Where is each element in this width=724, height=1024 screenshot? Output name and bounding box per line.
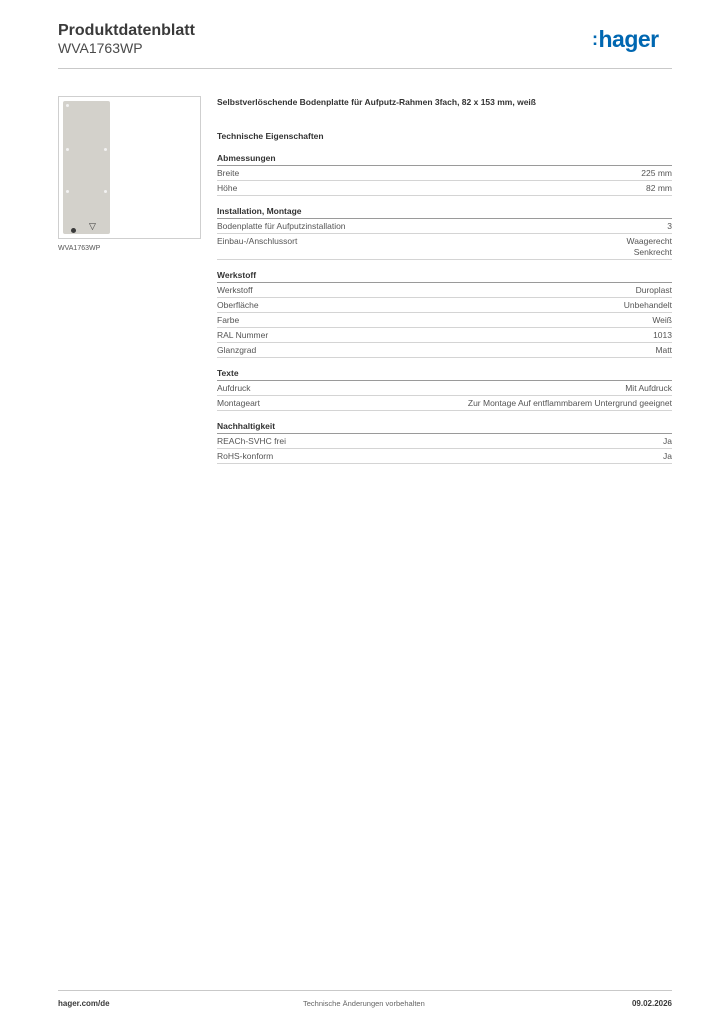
spec-value	[468, 398, 672, 409]
spec-row	[217, 234, 672, 260]
mounting-hole-icon	[104, 148, 107, 151]
spec-value-line: 225 mm	[641, 168, 672, 178]
product-image-frame	[58, 96, 201, 239]
spec-row	[217, 449, 672, 464]
hager-logo	[592, 28, 659, 51]
spec-value-line: Matt	[655, 345, 672, 355]
spec-label: Oberfläche	[217, 300, 259, 310]
mounting-hole-icon	[66, 104, 69, 107]
spec-row	[217, 166, 672, 181]
spec-row	[217, 313, 672, 328]
spec-label: REACh-SVHC frei	[217, 436, 286, 446]
spec-section	[217, 153, 672, 196]
spec-row	[217, 328, 672, 343]
spec-value-line: Unbehandelt	[623, 300, 672, 310]
spec-value	[646, 183, 672, 194]
spec-value	[626, 236, 672, 258]
spec-section	[217, 421, 672, 464]
spec-value	[655, 345, 672, 356]
spec-value	[663, 436, 672, 447]
spec-row	[217, 434, 672, 449]
spec-label: Einbau-/Anschlussort	[217, 236, 298, 246]
product-description: Selbstverlöschende Bodenplatte für Aufputz-Rahmen 3fach, 82 x 153 mm, weiß	[217, 97, 536, 107]
spec-value	[653, 330, 672, 341]
spec-value-line: Mit Aufdruck	[625, 383, 672, 393]
spec-value-line: Senkrecht	[633, 247, 672, 257]
footer-website: hager.com/de	[58, 999, 110, 1008]
spec-label: Werkstoff	[217, 285, 253, 295]
spec-value-line: Ja	[663, 436, 672, 446]
section-heading: Nachhaltigkeit	[217, 421, 672, 434]
footer-divider	[58, 990, 672, 991]
spec-value	[663, 451, 672, 462]
product-code: WVA1763WP	[58, 40, 143, 56]
product-details	[217, 97, 672, 464]
spec-sections	[217, 153, 672, 464]
spec-value	[636, 285, 672, 296]
spec-value-line: 3	[667, 221, 672, 231]
spec-value	[652, 315, 672, 326]
spec-value	[667, 221, 672, 232]
spec-label: Farbe	[217, 315, 240, 325]
spec-value-line: Weiß	[652, 315, 672, 325]
section-heading: Werkstoff	[217, 270, 672, 283]
logo-colon: :	[592, 29, 598, 49]
spec-value-line: Waagerecht	[626, 236, 672, 246]
spec-value-line: Zur Montage Auf entflammbarem Untergrund geeignet	[467, 398, 672, 408]
mounting-hole-icon	[66, 190, 69, 193]
spec-label: RAL Nummer	[217, 330, 269, 340]
spec-section	[217, 270, 672, 358]
spec-row	[217, 343, 672, 358]
spec-value	[641, 168, 672, 179]
section-heading: Installation, Montage	[217, 206, 672, 219]
spec-value	[625, 383, 672, 394]
spec-row	[217, 219, 672, 234]
spec-row	[217, 181, 672, 196]
mounting-hole-icon	[66, 148, 69, 151]
section-heading: Abmessungen	[217, 153, 672, 166]
spec-label: Bodenplatte für Aufputzinstallation	[217, 221, 346, 231]
spec-label: Höhe	[217, 183, 238, 193]
spec-label: Glanzgrad	[217, 345, 257, 355]
footer-note: Technische Änderungen vorbehalten	[303, 999, 425, 1008]
dot-marking-icon	[71, 228, 76, 233]
product-image-caption: WVA1763WP	[58, 245, 101, 252]
spec-section	[217, 206, 672, 260]
spec-row	[217, 381, 672, 396]
spec-label: Montageart	[217, 398, 260, 408]
triangle-marking-icon: ▽	[89, 221, 96, 231]
section-heading: Texte	[217, 368, 672, 381]
mounting-hole-icon	[104, 190, 107, 193]
spec-row	[217, 298, 672, 313]
base-plate-image	[63, 101, 110, 234]
spec-value-line: 82 mm	[646, 183, 672, 193]
spec-value-line: Ja	[663, 451, 672, 461]
spec-label: Aufdruck	[217, 383, 251, 393]
spec-label: RoHS-konform	[217, 451, 274, 461]
spec-value-line: Duroplast	[635, 285, 672, 295]
spec-value-line: 1013	[653, 330, 672, 340]
spec-section	[217, 368, 672, 411]
logo-text: hager	[598, 26, 659, 52]
footer-date: 09.02.2026	[631, 999, 672, 1008]
spec-row	[217, 283, 672, 298]
page-title: Produktdatenblatt	[58, 22, 195, 39]
spec-label: Breite	[217, 168, 240, 178]
spec-value	[624, 300, 672, 311]
spec-row	[217, 396, 672, 411]
header-divider	[58, 68, 672, 69]
technical-properties-heading: Technische Eigenschaften	[217, 131, 324, 141]
